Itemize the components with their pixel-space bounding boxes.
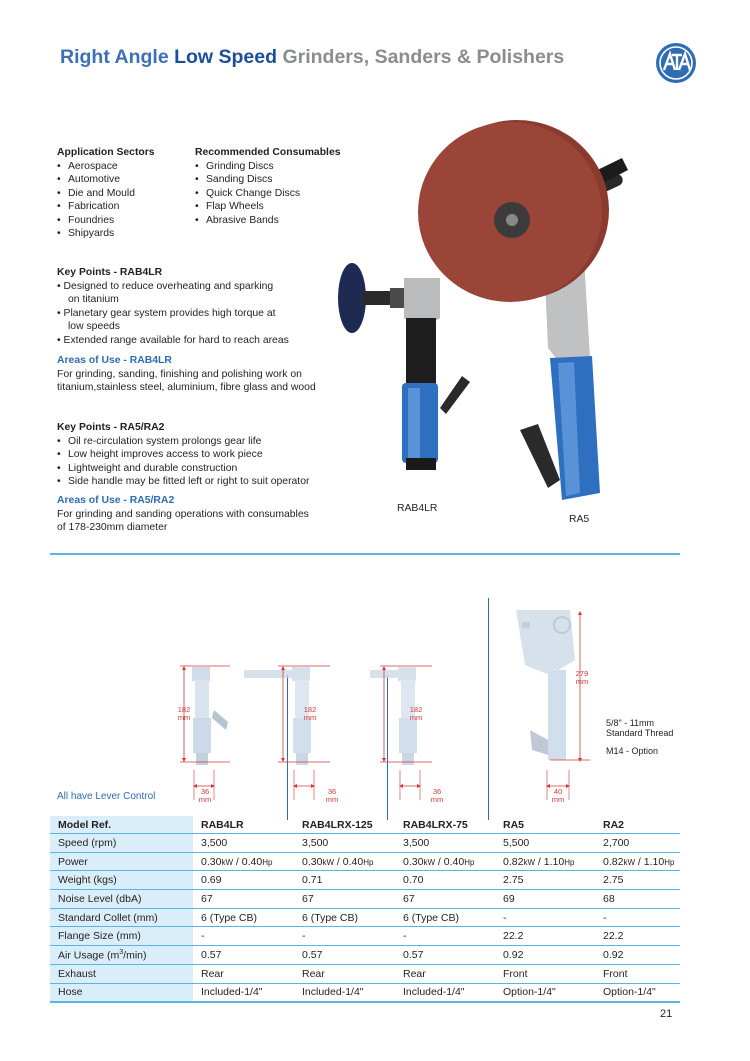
dim-height-label: 279 mm bbox=[575, 669, 589, 686]
table-cell: Rear bbox=[193, 964, 294, 983]
table-cell: 22.2 bbox=[495, 927, 595, 946]
consumable-item: • Grinding Discs bbox=[195, 160, 341, 174]
column-header: Model Ref. bbox=[50, 816, 193, 834]
dim-height-label: 182 mm bbox=[303, 705, 317, 722]
tool-drawing-rab4lr bbox=[192, 667, 228, 765]
row-label: Hose bbox=[50, 983, 193, 1002]
column-header: RA2 bbox=[595, 816, 680, 834]
row-label: Exhaust bbox=[50, 964, 193, 983]
table-cell: Included-1/4" bbox=[294, 983, 395, 1002]
sector-item: • Fabrication bbox=[57, 200, 155, 214]
table-row bbox=[50, 852, 680, 871]
key-points-rab4lr bbox=[57, 266, 289, 347]
table-cell: 6 (Type CB) bbox=[395, 908, 495, 927]
section-divider bbox=[50, 553, 680, 555]
table-cell: 67 bbox=[193, 890, 294, 909]
key-points-ra5-heading: Key Points - RA5/RA2 bbox=[57, 422, 165, 433]
areas-of-use-ra5 bbox=[57, 494, 309, 535]
areas-ra5-heading: Areas of Use - RA5/RA2 bbox=[57, 495, 175, 506]
table-cell: 67 bbox=[395, 890, 495, 909]
table-row bbox=[50, 946, 680, 965]
table-cell: - bbox=[395, 927, 495, 946]
table-cell: 6 (Type CB) bbox=[193, 908, 294, 927]
row-label: Standard Collet (mm) bbox=[50, 908, 193, 927]
sector-item: • Die and Mould bbox=[57, 187, 155, 201]
page-number: 21 bbox=[660, 1008, 673, 1020]
areas-ra5-line: of 178-230mm diameter bbox=[57, 522, 168, 533]
table-cell: 22.2 bbox=[595, 927, 680, 946]
row-label: Power bbox=[50, 852, 193, 871]
table-cell: 0.57 bbox=[294, 946, 395, 965]
dim-width-label: 36 mm bbox=[198, 787, 212, 804]
ra5-tool-image bbox=[418, 120, 628, 500]
table-cell: 0.71 bbox=[294, 871, 395, 890]
table-row bbox=[50, 908, 680, 927]
table-cell: Included-1/4" bbox=[193, 983, 294, 1002]
recommended-consumables bbox=[195, 146, 341, 227]
title-part-1: Right Angle bbox=[60, 46, 169, 68]
table-header-row bbox=[50, 816, 680, 834]
thread-note: 5/8" - 11mm Standard Thread M14 - Option bbox=[606, 718, 674, 756]
sector-item: • Foundries bbox=[57, 214, 155, 228]
table-cell: - bbox=[495, 908, 595, 927]
areas-rab4lr-line: titanium,stainless steel, aluminium, fibre glass and wood bbox=[57, 382, 316, 393]
consumable-item: • Flap Wheels bbox=[195, 200, 341, 214]
table-cell: 6 (Type CB) bbox=[294, 908, 395, 927]
table-cell: 68 bbox=[595, 890, 680, 909]
key-point-item: • Designed to reduce overheating and sparking bbox=[57, 280, 274, 292]
table-cell: 2,700 bbox=[595, 834, 680, 853]
consumables-heading: Recommended Consumables bbox=[195, 147, 341, 158]
key-point-item: • Planetary gear system provides high torque at bbox=[57, 307, 276, 319]
table-cell: 0.82kW / 1.10Hp bbox=[495, 852, 595, 871]
caption-ra5: RA5 bbox=[569, 514, 590, 525]
lever-control-note: All have Lever Control bbox=[57, 791, 156, 802]
key-point-item-cont: on titanium bbox=[68, 294, 119, 305]
table-row bbox=[50, 927, 680, 946]
column-header: RAB4LRX-75 bbox=[395, 816, 495, 834]
table-cell: 0.70 bbox=[395, 871, 495, 890]
row-label: Weight (kgs) bbox=[50, 871, 193, 890]
table-cell: 0.57 bbox=[193, 946, 294, 965]
table-cell: Option-1/4" bbox=[495, 983, 595, 1002]
table-cell: Front bbox=[595, 964, 680, 983]
application-sectors-heading: Application Sectors bbox=[57, 147, 155, 158]
dim-width-label: 36 mm bbox=[430, 787, 444, 804]
brand-logo bbox=[655, 42, 697, 84]
table-cell: Included-1/4" bbox=[395, 983, 495, 1002]
table-cell: 2.75 bbox=[495, 871, 595, 890]
table-row bbox=[50, 834, 680, 853]
areas-ra5-line: For grinding and sanding operations with consumables bbox=[57, 508, 309, 520]
key-point-item: • Side handle may be fitted left or right to suit operator bbox=[57, 475, 309, 489]
key-point-item: • Extended range available for hard to reach areas bbox=[57, 334, 289, 346]
table-cell: Rear bbox=[294, 964, 395, 983]
table-cell: 2.75 bbox=[595, 871, 680, 890]
dim-height-label: 182 mm bbox=[177, 705, 191, 722]
tool-drawing-rab4lrx-125 bbox=[244, 667, 311, 765]
consumable-item: • Sanding Discs bbox=[195, 173, 341, 187]
table-row bbox=[50, 890, 680, 909]
tool-drawing-ra5 bbox=[516, 610, 575, 760]
application-sectors bbox=[57, 146, 155, 241]
areas-rab4lr-heading: Areas of Use - RAB4LR bbox=[57, 355, 172, 366]
sector-item: • Automotive bbox=[57, 173, 155, 187]
product-photo bbox=[322, 108, 682, 518]
key-point-item: • Oil re-circulation system prolongs gear life bbox=[57, 435, 309, 449]
row-label: Air Usage $(m^3/\min)$ bbox=[50, 946, 193, 965]
table-cell: 69 bbox=[495, 890, 595, 909]
sector-item: • Aerospace bbox=[57, 160, 155, 174]
title-part-3: Grinders, Sanders & Polishers bbox=[282, 46, 565, 68]
row-label: Flange Size (mm) bbox=[50, 927, 193, 946]
areas-rab4lr-line: For grinding, sanding, finishing and polishing work on bbox=[57, 368, 302, 380]
table-cell: 0.92 bbox=[495, 946, 595, 965]
dim-width-label: 40 mm bbox=[551, 787, 565, 804]
title-part-2: Low Speed bbox=[174, 46, 278, 68]
column-header: RA5 bbox=[495, 816, 595, 834]
column-header: RAB4LRX-125 bbox=[294, 816, 395, 834]
table-cell: 0.69 bbox=[193, 871, 294, 890]
table-cell: Rear bbox=[395, 964, 495, 983]
table-cell: 0.30kW / 0.40Hp bbox=[294, 852, 395, 871]
page-title bbox=[60, 46, 564, 69]
areas-of-use-rab4lr bbox=[57, 354, 316, 395]
key-point-item-cont: low speeds bbox=[68, 321, 120, 332]
row-label: Speed (rpm) bbox=[50, 834, 193, 853]
table-row bbox=[50, 871, 680, 890]
table-cell: 0.30kW / 0.40Hp bbox=[193, 852, 294, 871]
consumable-item: • Abrasive Bands bbox=[195, 214, 341, 228]
table-cell: 0.92 bbox=[595, 946, 680, 965]
table-cell: 3,500 bbox=[395, 834, 495, 853]
table-cell: - bbox=[193, 927, 294, 946]
table-cell: 0.57 bbox=[395, 946, 495, 965]
column-header: RAB4LR bbox=[193, 816, 294, 834]
table-cell: 5,500 bbox=[495, 834, 595, 853]
key-points-ra5 bbox=[57, 421, 309, 489]
table-row bbox=[50, 964, 680, 983]
key-point-item: • Lightweight and durable construction bbox=[57, 462, 309, 476]
table-cell: Option-1/4" bbox=[595, 983, 680, 1002]
rab4lr-tool-image bbox=[338, 263, 470, 470]
spec-table bbox=[50, 816, 680, 1003]
table-cell: 3,500 bbox=[294, 834, 395, 853]
table-cell: 0.30kW / 0.40Hp bbox=[395, 852, 495, 871]
key-point-item: • Low height improves access to work piece bbox=[57, 448, 309, 462]
row-label: Noise Level (dbA) bbox=[50, 890, 193, 909]
consumable-item: • Quick Change Discs bbox=[195, 187, 341, 201]
dimension-drawings bbox=[170, 590, 670, 805]
table-cell: 0.82kW / 1.10Hp bbox=[595, 852, 680, 871]
caption-rab4lr: RAB4LR bbox=[397, 503, 438, 514]
dim-height-label: 182 mm bbox=[409, 705, 423, 722]
table-cell: 3,500 bbox=[193, 834, 294, 853]
key-points-rab4lr-heading: Key Points - RAB4LR bbox=[57, 267, 163, 278]
sector-item: • Shipyards bbox=[57, 227, 155, 241]
table-cell: - bbox=[294, 927, 395, 946]
table-cell: 67 bbox=[294, 890, 395, 909]
table-cell: - bbox=[595, 908, 680, 927]
dim-width-label: 36 mm bbox=[325, 787, 339, 804]
table-cell: Front bbox=[495, 964, 595, 983]
table-row bbox=[50, 983, 680, 1002]
